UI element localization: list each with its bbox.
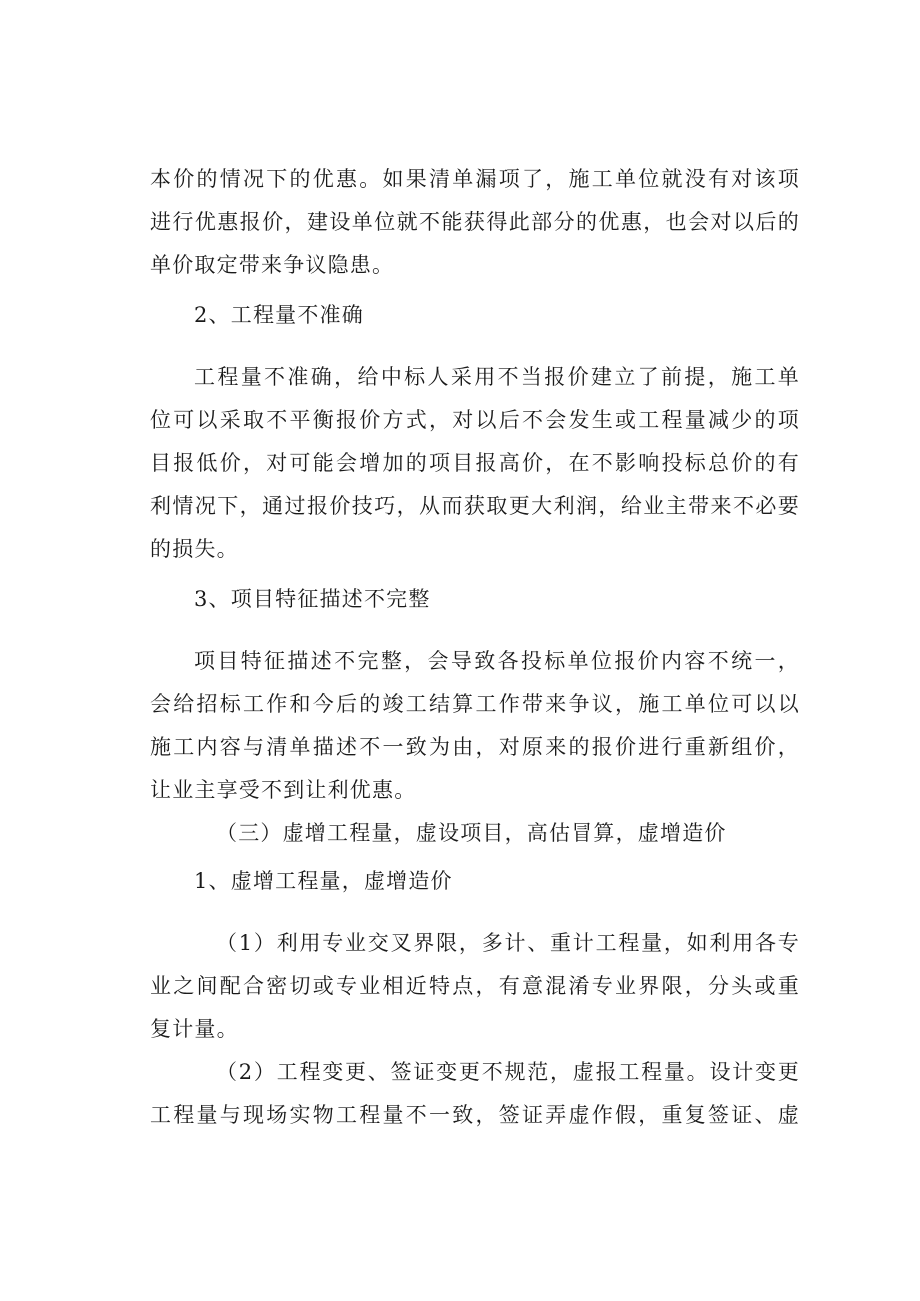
paragraph-line: （2）工程变更、签证变更不规范，虚报工程量。设计变更	[216, 1060, 800, 1084]
paragraph-line: 的损失。	[150, 537, 239, 561]
paragraph-line: 施工内容与清单描述不一致为由，对原来的报价进行重新组价，	[150, 735, 800, 759]
section-heading: 3、项目特征描述不完整	[194, 587, 431, 611]
paragraph-line: 复计量。	[150, 1017, 239, 1041]
section-heading: （三）虚增工程量，虚设项目，高估冒算，虚增造价	[216, 821, 727, 845]
paragraph-line: 让业主享受不到让利优惠。	[150, 778, 417, 802]
section-heading: 2、工程量不准确	[194, 303, 364, 327]
section-heading: 1、虚增工程量，虚增造价	[194, 869, 453, 893]
paragraph-line: （1）利用专业交叉界限，多计、重计工程量，如利用各专	[216, 931, 800, 955]
paragraph-line: 工程量与现场实物工程量不一致，签证弄虚作假，重复签证、虚	[150, 1103, 800, 1127]
paragraph-line: 业之间配合密切或专业相近特点，有意混淆专业界限，分头或重	[150, 974, 800, 998]
paragraph-line: 目报低价，对可能会增加的项目报高价，在不影响投标总价的有	[150, 451, 800, 475]
paragraph-line: 进行优惠报价，建设单位就不能获得此部分的优惠，也会对以后的	[150, 210, 800, 234]
paragraph-line: 项目特征描述不完整，会导致各投标单位报价内容不统一，	[194, 649, 800, 673]
paragraph-line: 会给招标工作和今后的竣工结算工作带来争议，施工单位可以以	[150, 692, 800, 716]
paragraph-line: 利情况下，通过报价技巧，从而获取更大利润，给业主带来不必要	[150, 494, 800, 518]
paragraph-line: 单价取定带来争议隐患。	[150, 253, 395, 277]
paragraph-line: 位可以采取不平衡报价方式，对以后不会发生或工程量减少的项	[150, 408, 800, 432]
paragraph-line: 本价的情况下的优惠。如果清单漏项了，施工单位就没有对该项	[150, 167, 800, 191]
paragraph-line: 工程量不准确，给中标人采用不当报价建立了前提，施工单	[194, 365, 800, 389]
